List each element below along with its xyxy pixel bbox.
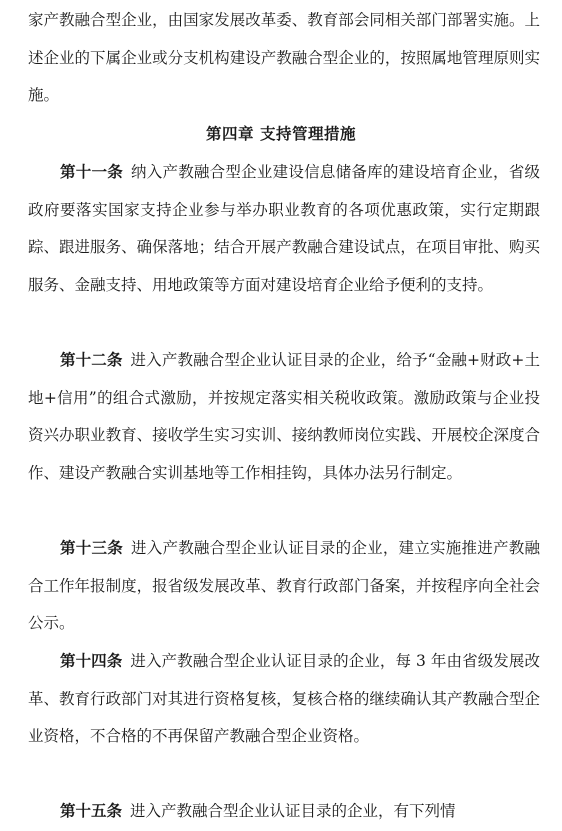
article-13 [28,529,540,643]
article-13-number: 第十三条 [60,538,123,557]
article-12 [28,341,540,492]
intro-paragraph [28,2,540,115]
chapter-heading: 第四章 支持管理措施 [206,124,356,143]
intro-paragraph-text: 家产教融合型企业，由国家发展改革委、教育部会同相关部门部署实施。上述企业的下属企业或分支机构建设产教融合型企业的，按照属地管理原则实施。 [28,11,540,105]
article-15-number: 第十五条 [60,801,123,820]
article-12-number: 第十二条 [60,350,123,369]
article-11 [28,153,540,304]
article-13-text: 进入产教融合型企业认证目录的企业，建立实施推进产教融合工作年报制度，报省级发展改革、教育行政部门备案，并按程序向全社会公示。 [28,539,540,633]
article-14-text: 进入产教融合型企业认证目录的企业，每 3 年由省级发展改革、教育行政部门对其进行资格复核，复核合格的继续确认其产教融合型企业资格，不合格的不再保留产教融合型企业资格。 [28,652,540,746]
article-11-number: 第十一条 [60,162,123,181]
article-15 [28,792,540,831]
article-15-text: 进入产教融合型企业认证目录的企业，有下列情 [130,802,456,820]
article-14 [28,642,540,756]
article-12-text: 进入产教融合型企业认证目录的企业，给予“金融+财政+土地+信用”的组合式激励，并按规定落实相关税收政策。激励政策与企业投资兴办职业教育、接收学生实习实训、接纳教师岗位实践、开展校企深度合作、建设产教融合实训基地等工作相挂钩，具体办法另行制定。 [28,351,540,482]
article-14-number: 第十四条 [60,651,123,670]
article-11-text: 纳入产教融合型企业建设信息储备库的建设培育企业，省级政府要落实国家支持企业参与举办职业教育的各项优惠政策，实行定期跟踪、跟进服务、确保落地；结合开展产教融合建设试点，在项目审批、购买服务、金融支持、用地政策等方面对建设培育企业给予便利的支持。 [28,163,540,294]
